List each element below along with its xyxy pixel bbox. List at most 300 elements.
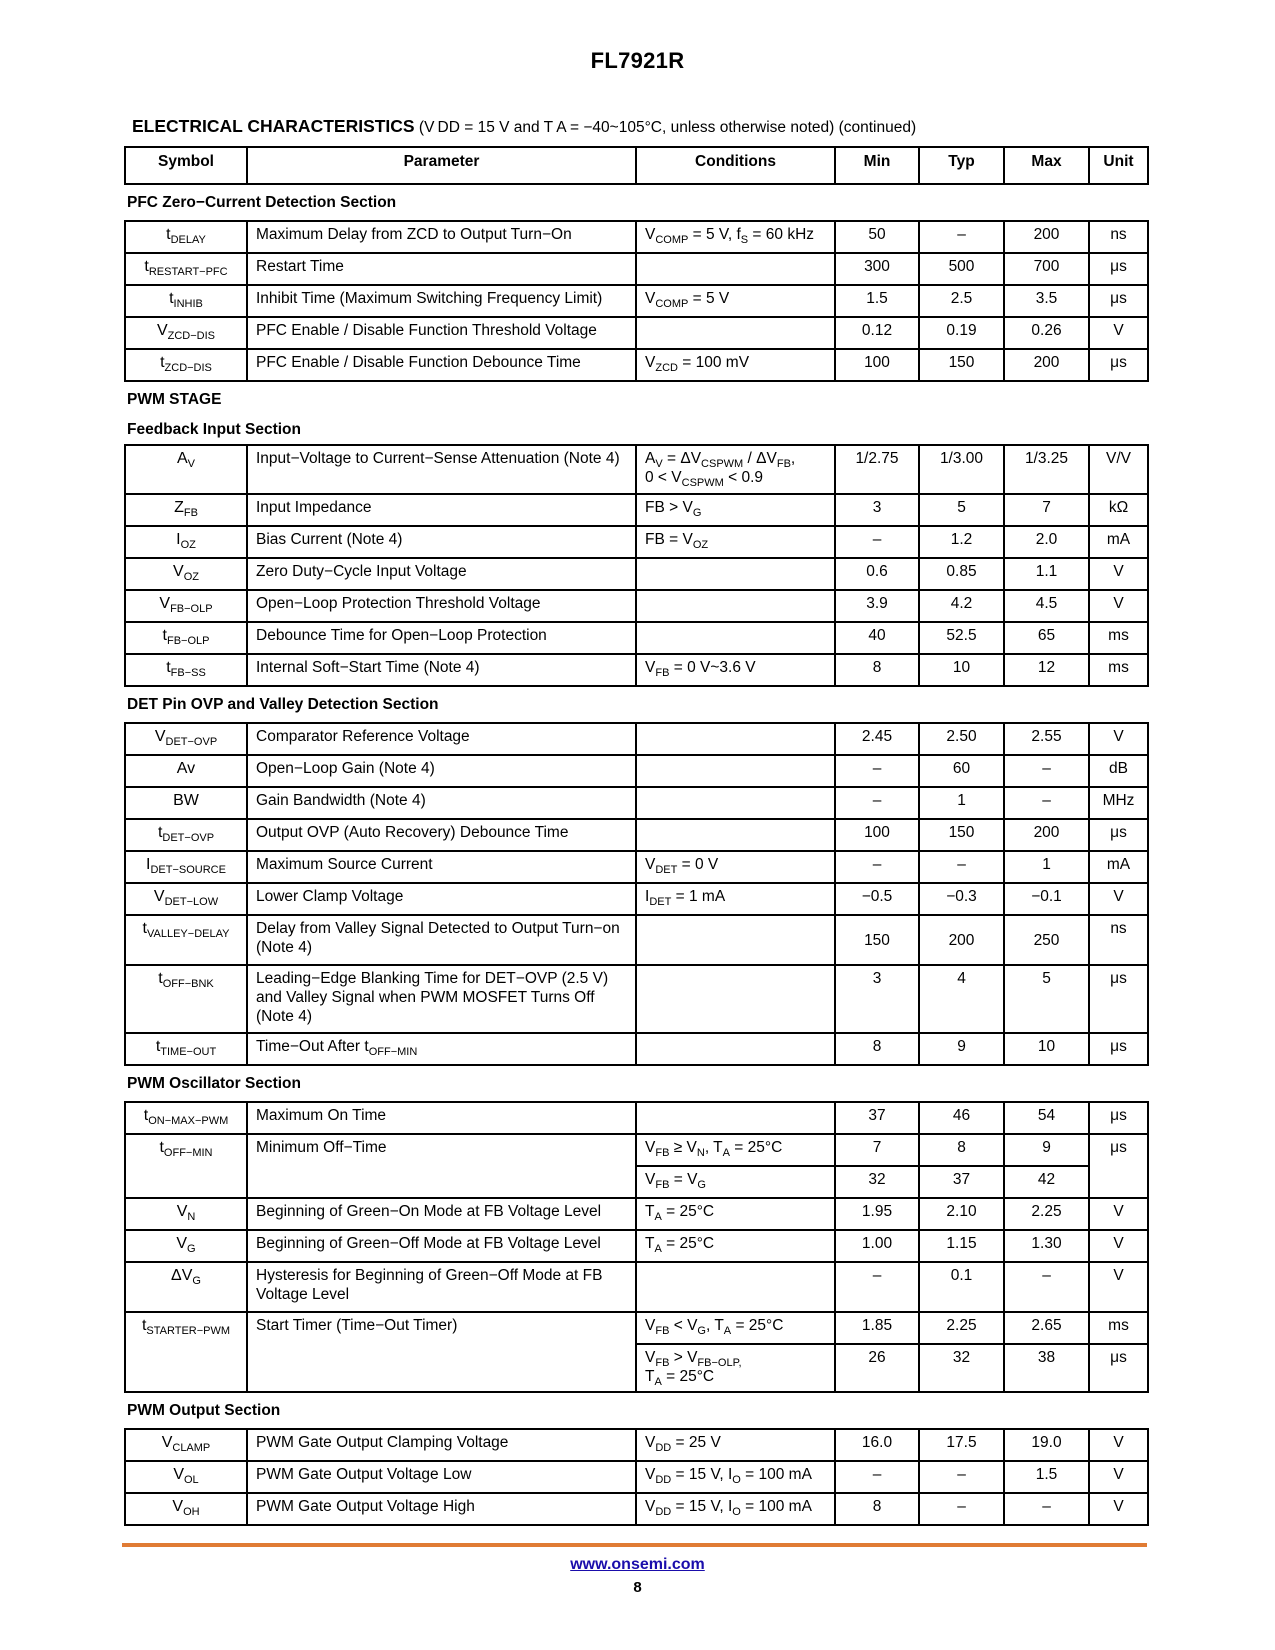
table-row	[125, 883, 1148, 915]
cell-min: 1.95	[835, 1198, 919, 1230]
cell-parameter	[247, 558, 636, 590]
cell-unit: μs	[1089, 253, 1148, 285]
parameter-text: Debounce Time for Open−Loop Protection	[256, 627, 547, 644]
cell-typ: 150	[919, 349, 1004, 381]
table-row	[125, 1429, 1148, 1461]
subscript: OFF−MIN	[368, 1046, 418, 1059]
cell-min: –	[835, 787, 919, 819]
subscript: OH	[183, 1506, 200, 1519]
cell-max: –	[1004, 787, 1089, 819]
subscript: G	[692, 507, 702, 520]
cell-conditions	[636, 883, 835, 915]
cell-max: 5	[1004, 965, 1089, 1033]
cell-parameter	[247, 494, 636, 526]
section-heading	[132, 116, 916, 137]
cell-unit: ms	[1089, 654, 1148, 686]
cell-symbol	[125, 253, 247, 285]
table-row	[125, 285, 1148, 317]
table-body	[125, 184, 1148, 1525]
cell-parameter	[247, 1102, 636, 1134]
cell-typ: 200	[919, 915, 1004, 965]
cell-min: 40	[835, 622, 919, 654]
footer-rule	[122, 1543, 1147, 1547]
condition-text: / ΔV	[743, 450, 777, 467]
parameter-text: PFC Enable / Disable Function Debounce Time	[256, 354, 581, 371]
cell-max: 3.5	[1004, 285, 1089, 317]
symbol-text: A	[176, 450, 188, 467]
cell-parameter	[247, 1262, 636, 1312]
symbol-text: t	[143, 1107, 149, 1124]
cell-unit: V	[1089, 590, 1148, 622]
table-row	[125, 723, 1148, 755]
symbol-text: V	[173, 563, 184, 580]
cell-typ: 0.1	[919, 1262, 1004, 1312]
table-row	[125, 915, 1148, 965]
subscript: CSPWM	[701, 458, 744, 471]
subscript: N	[696, 1147, 705, 1160]
table-row	[125, 526, 1148, 558]
cell-unit: MHz	[1089, 787, 1148, 819]
cell-min: –	[835, 526, 919, 558]
table-row	[125, 622, 1148, 654]
symbol-text: V	[159, 595, 171, 612]
subscript: DD	[655, 1442, 672, 1455]
cell-symbol	[125, 1033, 247, 1065]
cell-unit: kΩ	[1089, 494, 1148, 526]
cell-conditions	[636, 654, 835, 686]
cell-typ: −0.3	[919, 883, 1004, 915]
parameter-text: PWM Gate Output Voltage Low	[256, 1466, 472, 1483]
parameter-text: Input−Voltage to Current−Sense Attenuation (Note 4)	[256, 450, 620, 467]
section-title: PWM Oscillator Section	[127, 1075, 301, 1092]
cell-min: 1.00	[835, 1230, 919, 1262]
subscript: A	[654, 1376, 662, 1389]
cell-conditions	[636, 1134, 835, 1166]
cell-unit: dB	[1089, 755, 1148, 787]
cell-parameter	[247, 1198, 636, 1230]
cell-max: 1.1	[1004, 558, 1089, 590]
cell-conditions	[636, 317, 835, 349]
condition-text: V	[645, 659, 656, 676]
parameter-text: PWM Gate Output Voltage High	[256, 1498, 475, 1515]
condition-text: = 25°C	[729, 1139, 783, 1156]
section-row	[125, 417, 1148, 445]
cell-typ: 5	[919, 494, 1004, 526]
cell-min: 2.45	[835, 723, 919, 755]
cell-unit: V	[1089, 1230, 1148, 1262]
cell-typ: 4.2	[919, 590, 1004, 622]
condition-text: = 100 mA	[740, 1498, 812, 1515]
symbol-text: Av	[176, 760, 196, 777]
cell-unit: ns	[1089, 915, 1148, 965]
cell-parameter	[247, 755, 636, 787]
parameter-text: Beginning of Green−Off Mode at FB Voltage Level	[256, 1235, 601, 1252]
cell-typ: 2.10	[919, 1198, 1004, 1230]
cell-parameter	[247, 965, 636, 1033]
condition-text: = 1 mA	[671, 888, 726, 905]
section-row	[125, 1065, 1148, 1102]
cell-max: 2.65	[1004, 1312, 1089, 1344]
cell-min: 100	[835, 819, 919, 851]
cell-min: 3	[835, 494, 919, 526]
cell-symbol	[125, 526, 247, 558]
cell-symbol	[125, 654, 247, 686]
cell-conditions	[636, 590, 835, 622]
cell-conditions	[636, 965, 835, 1033]
section-row	[125, 381, 1148, 417]
cell-max: 700	[1004, 253, 1089, 285]
subscript: N	[187, 1211, 196, 1224]
subscript: OZ	[183, 571, 199, 584]
cell-unit: V	[1089, 1493, 1148, 1525]
cell-conditions	[636, 1461, 835, 1493]
cell-parameter	[247, 445, 636, 494]
cell-parameter	[247, 1461, 636, 1493]
cell-parameter	[247, 221, 636, 253]
cell-symbol	[125, 819, 247, 851]
cell-parameter	[247, 285, 636, 317]
condition-text: = 25 V	[671, 1434, 721, 1451]
cell-typ: 9	[919, 1033, 1004, 1065]
cell-parameter	[247, 883, 636, 915]
section-row	[125, 686, 1148, 723]
cell-unit: V/V	[1089, 445, 1148, 494]
subscript: A	[723, 1325, 732, 1338]
cell-parameter	[247, 1493, 636, 1525]
subscript: STARTER−PWM	[146, 1325, 231, 1338]
heading-bold: ELECTRICAL CHARACTERISTICS	[132, 116, 415, 136]
parameter-text: Minimum Off−Time	[256, 1139, 387, 1156]
cell-min: −0.5	[835, 883, 919, 915]
parameter-text: Open−Loop Protection Threshold Voltage	[256, 595, 541, 612]
cell-conditions	[636, 494, 835, 526]
cell-typ: 150	[919, 819, 1004, 851]
parameter-text: Time−Out After t	[256, 1038, 369, 1055]
symbol-text: t	[162, 627, 167, 644]
condition-text: = 100 mA	[740, 1466, 812, 1483]
symbol-text: t	[166, 659, 171, 676]
cell-unit: V	[1089, 1429, 1148, 1461]
cell-parameter	[247, 590, 636, 622]
cell-min: 1.85	[835, 1312, 919, 1344]
condition-text: = 25°C	[661, 1235, 715, 1252]
table-row	[125, 317, 1148, 349]
cell-max: 42	[1004, 1166, 1089, 1198]
cell-max: 1/3.25	[1004, 445, 1089, 494]
cell-max: 65	[1004, 622, 1089, 654]
cell-parameter	[247, 253, 636, 285]
cell-typ: 0.85	[919, 558, 1004, 590]
symbol-text: t	[169, 290, 174, 307]
cell-max: 1.5	[1004, 1461, 1089, 1493]
table-row	[125, 851, 1148, 883]
cell-parameter	[247, 851, 636, 883]
cell-max: 7	[1004, 494, 1089, 526]
subscript: DD	[655, 1506, 672, 1519]
symbol-text: V	[176, 1235, 188, 1252]
symbol-text: BW	[173, 792, 199, 809]
cell-min: 150	[835, 915, 919, 965]
cell-typ: 1/3.00	[919, 445, 1004, 494]
condition-text: FB = V	[645, 531, 693, 548]
cell-max: 0.26	[1004, 317, 1089, 349]
subscript: FB−OLP,	[697, 1357, 742, 1370]
cell-conditions	[636, 1166, 835, 1198]
cell-typ: 37	[919, 1166, 1004, 1198]
cell-unit: V	[1089, 558, 1148, 590]
condition-text: T	[645, 1203, 655, 1220]
cell-symbol	[125, 1230, 247, 1262]
header-parameter: Parameter	[247, 147, 636, 184]
condition-text: = 5 V	[688, 290, 730, 307]
document-title: FL7921R	[590, 48, 685, 73]
cell-min: 26	[835, 1344, 919, 1392]
cell-conditions	[636, 819, 835, 851]
cell-conditions	[636, 1344, 835, 1392]
cell-unit: V	[1089, 1198, 1148, 1230]
cell-conditions	[636, 445, 835, 494]
cell-conditions	[636, 1102, 835, 1134]
cell-conditions	[636, 253, 835, 285]
cell-min: 37	[835, 1102, 919, 1134]
symbol-text: t	[157, 824, 163, 841]
cell-typ: 0.19	[919, 317, 1004, 349]
cell-min: 3.9	[835, 590, 919, 622]
subscript: G	[697, 1325, 706, 1338]
cell-max: 4.5	[1004, 590, 1089, 622]
condition-text: V	[645, 1434, 656, 1451]
table-row	[125, 1461, 1148, 1493]
condition-text: > V	[669, 1349, 698, 1366]
parameter-text: Zero Duty−Cycle Input Voltage	[256, 563, 467, 580]
table-row	[125, 445, 1148, 494]
subscript: VALLEY−DELAY	[147, 928, 230, 941]
subscript: ZCD−DIS	[164, 362, 212, 375]
cell-min: 3	[835, 965, 919, 1033]
symbol-text: V	[172, 1498, 184, 1515]
condition-text: = 15 V, I	[671, 1466, 733, 1483]
subscript: A	[654, 1211, 662, 1224]
parameter-text: Output OVP (Auto Recovery) Debounce Time	[256, 824, 569, 841]
parameter-text: Inhibit Time (Maximum Switching Frequency Limit)	[256, 290, 603, 307]
symbol-text: I	[146, 856, 151, 873]
cell-symbol	[125, 1461, 247, 1493]
condition-text: = 60 kHz	[748, 226, 815, 243]
subscript: ZCD−DIS	[167, 330, 216, 343]
condition-text: V	[645, 290, 656, 307]
cell-typ: 1	[919, 787, 1004, 819]
cell-unit: V	[1089, 1461, 1148, 1493]
cell-unit: μs	[1089, 965, 1148, 1033]
cell-min: 1.5	[835, 285, 919, 317]
subscript: G	[187, 1243, 196, 1256]
cell-min: 100	[835, 349, 919, 381]
cell-symbol	[125, 965, 247, 1033]
cell-unit: ms	[1089, 1312, 1148, 1344]
cell-unit: V	[1089, 883, 1148, 915]
condition-text: T	[645, 1235, 655, 1252]
subscript: FB	[655, 667, 670, 680]
header-conditions: Conditions	[636, 147, 835, 184]
subscript: FB	[655, 1179, 670, 1192]
subscript: DET−LOW	[164, 896, 219, 909]
table-row	[125, 1262, 1148, 1312]
cell-max: 2.25	[1004, 1198, 1089, 1230]
symbol-text: ΔV	[171, 1267, 193, 1284]
cell-unit: ms	[1089, 622, 1148, 654]
condition-text: V	[645, 354, 656, 371]
table-header-row	[125, 147, 1148, 184]
condition-text: V	[645, 1349, 656, 1366]
table-row	[125, 1493, 1148, 1525]
subscript: DET	[649, 896, 672, 909]
parameter-text: Maximum Source Current	[256, 856, 433, 873]
cell-typ: –	[919, 221, 1004, 253]
cell-symbol	[125, 285, 247, 317]
condition-text: = 25°C	[731, 1317, 784, 1334]
subscript: OZ	[180, 539, 196, 552]
parameter-text: Beginning of Green−On Mode at FB Voltage Level	[256, 1203, 602, 1220]
cell-typ: –	[919, 1461, 1004, 1493]
table-row	[125, 590, 1148, 622]
cell-symbol	[125, 787, 247, 819]
condition-text: = ΔV	[662, 450, 702, 467]
cell-symbol	[125, 1312, 247, 1392]
table-row	[125, 1312, 1148, 1344]
condition-text: = 100 mV	[677, 354, 750, 371]
cell-conditions	[636, 221, 835, 253]
cell-conditions	[636, 349, 835, 381]
cell-min: 50	[835, 221, 919, 253]
subscript: CLAMP	[172, 1442, 211, 1455]
cell-parameter	[247, 819, 636, 851]
cell-max: 1	[1004, 851, 1089, 883]
subscript: O	[732, 1474, 741, 1487]
cell-parameter	[247, 1033, 636, 1065]
cell-symbol	[125, 1102, 247, 1134]
subscript: INHIB	[173, 298, 203, 311]
condition-text: ≥ V	[669, 1139, 697, 1156]
cell-typ: 10	[919, 654, 1004, 686]
cell-max: –	[1004, 755, 1089, 787]
parameter-text: Bias Current (Note 4)	[256, 531, 403, 548]
subscript: DET	[655, 864, 678, 877]
cell-conditions	[636, 526, 835, 558]
cell-unit: V	[1089, 1262, 1148, 1312]
subscript: G	[697, 1179, 706, 1192]
cell-symbol	[125, 445, 247, 494]
subscript: OFF−BNK	[162, 978, 214, 991]
cell-min: 0.6	[835, 558, 919, 590]
cell-unit: V	[1089, 723, 1148, 755]
cell-max: 12	[1004, 654, 1089, 686]
cell-conditions	[636, 1312, 835, 1344]
subscript: DELAY	[170, 234, 206, 247]
cell-max: 200	[1004, 349, 1089, 381]
cell-max: 54	[1004, 1102, 1089, 1134]
cell-min: 8	[835, 654, 919, 686]
cell-unit: μs	[1089, 285, 1148, 317]
cell-max: –	[1004, 1493, 1089, 1525]
parameter-text: Comparator Reference Voltage	[256, 728, 470, 745]
cell-parameter	[247, 1230, 636, 1262]
symbol-text: t	[166, 226, 171, 243]
cell-conditions	[636, 851, 835, 883]
table-row	[125, 1198, 1148, 1230]
symbol-text: t	[160, 354, 165, 371]
cell-unit: μs	[1089, 1134, 1148, 1198]
cell-symbol	[125, 1429, 247, 1461]
cell-conditions	[636, 1493, 835, 1525]
condition-text: = 15 V, I	[671, 1498, 733, 1515]
condition-text: < 0.9	[723, 469, 764, 486]
cell-unit: V	[1089, 317, 1148, 349]
condition-text: , T	[704, 1139, 723, 1156]
symbol-text: V	[156, 322, 168, 339]
subscript: OZ	[692, 539, 709, 552]
cell-unit: μs	[1089, 1344, 1148, 1392]
parameter-text: Lower Clamp Voltage	[256, 888, 404, 905]
symbol-text: t	[142, 920, 147, 937]
condition-text: V	[645, 1466, 656, 1483]
condition-text: I	[645, 888, 650, 905]
cell-conditions	[636, 1230, 835, 1262]
footer-website-link[interactable]: www.onsemi.com	[570, 1556, 705, 1573]
subscript: FB	[655, 1357, 670, 1370]
cell-parameter	[247, 1134, 636, 1198]
cell-parameter	[247, 915, 636, 965]
symbol-text: t	[141, 1317, 147, 1334]
cell-symbol	[125, 1134, 247, 1198]
table-row	[125, 1033, 1148, 1065]
cell-typ: 1.2	[919, 526, 1004, 558]
cell-symbol	[125, 755, 247, 787]
cell-symbol	[125, 1262, 247, 1312]
parameter-text: Open−Loop Gain (Note 4)	[256, 760, 435, 777]
cell-parameter	[247, 654, 636, 686]
condition-text: , T	[705, 1317, 724, 1334]
cell-min: 16.0	[835, 1429, 919, 1461]
cell-conditions	[636, 723, 835, 755]
cell-symbol	[125, 622, 247, 654]
subscript: FB	[655, 1147, 670, 1160]
section-title: PFC Zero−Current Detection Section	[127, 194, 397, 211]
cell-parameter	[247, 1429, 636, 1461]
section-title: Feedback Input Section	[127, 421, 301, 438]
subscript: COMP	[655, 298, 689, 311]
table-row	[125, 755, 1148, 787]
parameter-text: Restart Time	[256, 258, 344, 275]
condition-text: V	[645, 226, 656, 243]
cell-min: 8	[835, 1033, 919, 1065]
cell-typ: 4	[919, 965, 1004, 1033]
cell-min: 1/2.75	[835, 445, 919, 494]
parameter-text: PFC Enable / Disable Function Threshold Voltage	[256, 322, 597, 339]
subscript: FB−OLP	[170, 603, 213, 616]
cell-max: –	[1004, 1262, 1089, 1312]
cell-min: 7	[835, 1134, 919, 1166]
electrical-characteristics-table	[124, 146, 1149, 1526]
cell-typ: –	[919, 851, 1004, 883]
cell-unit: μs	[1089, 349, 1148, 381]
subscript: DET−OVP	[165, 736, 218, 749]
parameter-text: Internal Soft−Start Time (Note 4)	[256, 659, 480, 676]
header-unit: Unit	[1089, 147, 1148, 184]
symbol-text: Z	[174, 499, 184, 516]
parameter-text: Maximum On Time	[256, 1107, 387, 1124]
subscript: G	[192, 1275, 201, 1288]
cell-symbol	[125, 221, 247, 253]
